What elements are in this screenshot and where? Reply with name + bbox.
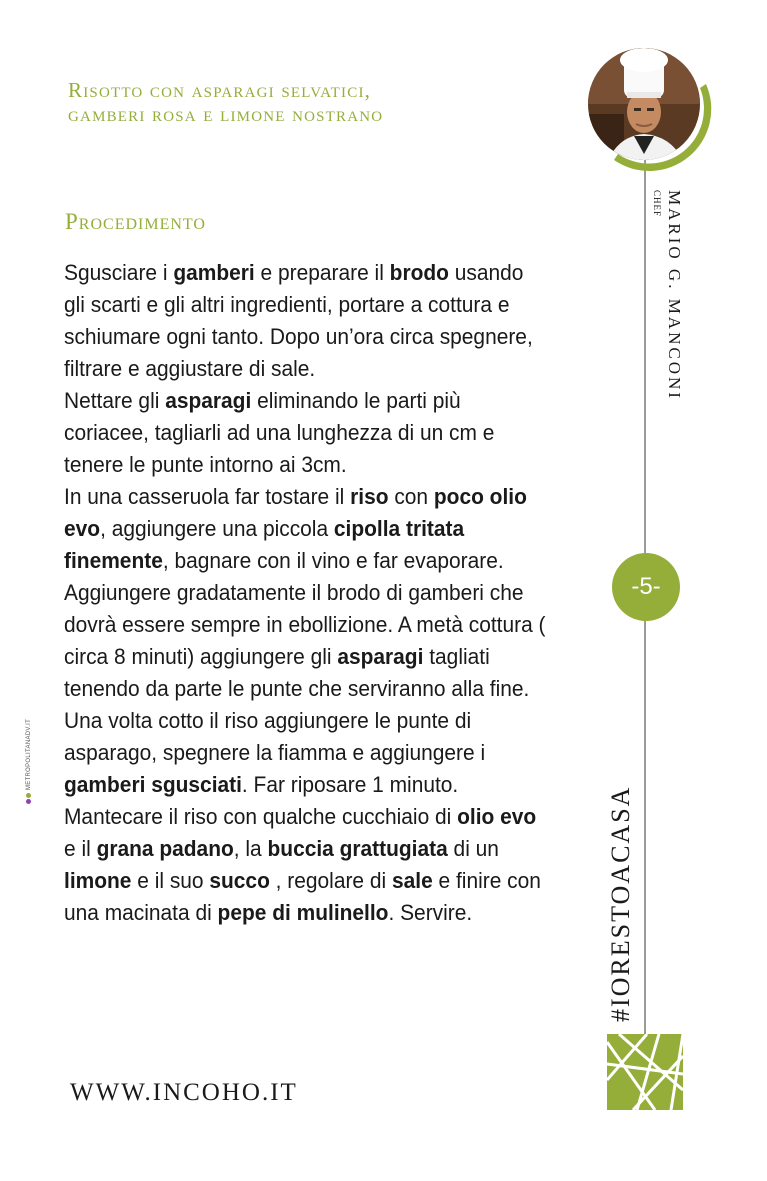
text-run: In una casseruola far tostare il xyxy=(64,484,351,509)
bold-term: gamberi sgusciati xyxy=(64,772,242,797)
recipe-title-line-1: Risotto con asparagi selvatici, xyxy=(68,78,372,102)
bold-term: asparagi xyxy=(165,388,252,413)
bold-term: brodo xyxy=(389,260,449,285)
bold-term: riso xyxy=(350,484,389,509)
text-run: e il suo xyxy=(131,868,210,893)
page-number-badge: -5- xyxy=(612,553,680,621)
chef-name: MARIO G. MANCONI xyxy=(665,190,684,401)
recipe-title-line-2: gamberi rosa e limone nostrano xyxy=(68,102,384,126)
bold-term: olio evo xyxy=(457,804,537,829)
bold-term: buccia grattugiata xyxy=(267,836,448,861)
bold-term: grana padano xyxy=(96,836,234,861)
text-run: e preparare il xyxy=(254,260,390,285)
text-run: di un xyxy=(447,836,499,861)
procedure-paragraph xyxy=(64,385,548,481)
bold-term: cipolla tritata finemente xyxy=(64,516,465,573)
text-run: , aggiungere una piccola xyxy=(100,516,334,541)
text-run: , bagnare con il vino e far evaporare. Aggiungere gradatamente il brodo di gamberi che dovrà essere sempre in ebollizione. A metà cottura ( circa 8 minuti) aggiungere gli xyxy=(64,548,546,669)
text-run: tagliati tenendo da parte le punte che serviranno alla fine. Una volta cotto il riso aggiungere le punte di asparago, spegnere la fiamma e aggiungere i xyxy=(64,644,530,765)
bold-term: poco olio evo xyxy=(64,484,527,541)
chef-credit xyxy=(624,190,684,410)
bold-term: sale xyxy=(391,868,433,893)
text-run: . Servire. xyxy=(388,900,473,925)
bold-term: succo xyxy=(209,868,270,893)
bold-term: pepe di mulinello xyxy=(217,900,389,925)
bold-term: limone xyxy=(64,868,132,893)
credit-dot-icon xyxy=(26,799,31,804)
text-run: con xyxy=(388,484,434,509)
hashtag: #IORESTOACASA xyxy=(606,785,635,1022)
text-run: usando gli scarti e gli altri ingredienti, portare a cottura e schiumare ogni tanto. Dopo un’ora circa spegnere, filtrare e aggiustare di sale. xyxy=(64,260,533,381)
incoho-logo-icon xyxy=(607,1034,683,1110)
designer-credit xyxy=(26,719,32,804)
text-run: , regolare di xyxy=(269,868,392,893)
text-run: , la xyxy=(233,836,268,861)
text-run: e finire con una macinata di xyxy=(64,868,541,925)
chef-role: CHEF xyxy=(652,190,662,218)
text-run: Nettare gli xyxy=(64,388,166,413)
text-run: eliminando le parti più coriacee, tagliarli ad una lunghezza di un cm e tenere le punte intorno ai 3cm. xyxy=(64,388,495,477)
procedure-text xyxy=(64,257,548,929)
website-link[interactable]: WWW.INCOHO.IT xyxy=(70,1079,298,1106)
procedure-paragraph xyxy=(64,257,548,385)
section-heading: Procedimento xyxy=(65,209,206,234)
text-run: Sgusciare i xyxy=(64,260,174,285)
recipe-title xyxy=(68,78,538,126)
bold-term: asparagi xyxy=(337,644,424,669)
chef-portrait-icon xyxy=(584,44,712,172)
credit-dot-icon xyxy=(26,793,31,798)
text-run: e il xyxy=(64,836,97,861)
credit-text: METROPOLITANADV.IT xyxy=(26,718,33,791)
text-run: . Far riposare 1 minuto. Mantecare il riso con qualche cucchiaio di xyxy=(64,772,459,829)
procedure-paragraph xyxy=(64,481,548,929)
bold-term: gamberi xyxy=(173,260,255,285)
